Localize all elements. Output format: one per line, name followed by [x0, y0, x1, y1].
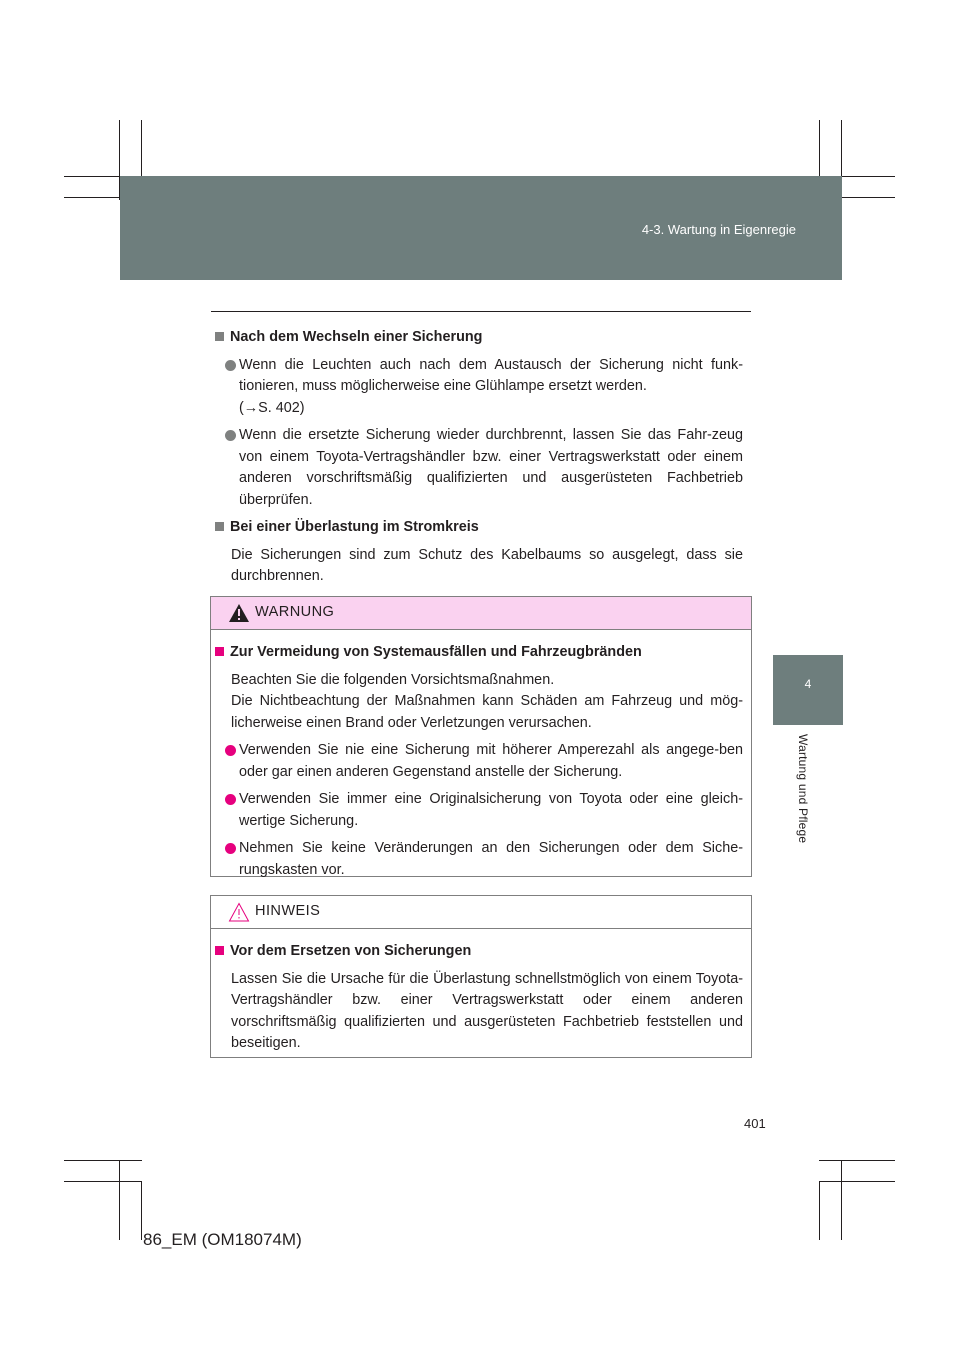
notice-body: [211, 929, 751, 1055]
chapter-tab: [773, 655, 843, 725]
list-item: Nehmen Sie keine Veränderungen an den Sicherungen oder dem Siche-rungskasten vor.: [215, 838, 743, 881]
page-number: 401: [744, 1116, 766, 1131]
divider: [211, 311, 751, 312]
section-heading: Nach dem Wechseln einer Sicherung: [215, 327, 743, 349]
chapter-number: 4: [804, 677, 812, 691]
warning-box: [210, 596, 752, 877]
crop-mark: [141, 1181, 142, 1240]
document-code: 86_EM (OM18074M): [143, 1230, 302, 1249]
page-reference[interactable]: (→S. 402): [239, 399, 305, 416]
square-bullet-icon: [215, 332, 224, 341]
square-bullet-icon: [215, 522, 224, 531]
warning-title: WARNUNG: [255, 604, 335, 620]
crop-mark: [119, 1160, 120, 1240]
crop-mark: [819, 1181, 895, 1182]
list-item: Wenn die Leuchten auch nach dem Austausch der Sicherung nicht funk-tionieren, muss möglicherweise eine Glühlampe ersetzt werden. (→S. 402): [215, 355, 743, 420]
list-item: Verwenden Sie nie eine Sicherung mit höherer Amperezahl als angege-ben oder gar einen anderen Gegenstand anstelle der Sicherung.: [215, 740, 743, 783]
chapter-label: Wartung und Pflege: [796, 734, 810, 844]
circle-bullet-icon: [225, 794, 236, 805]
circle-bullet-icon: [225, 745, 236, 756]
warning-header: [211, 597, 751, 630]
paragraph: Lassen Sie die Ursache für die Überlastung schnellstmöglich von einem Toyota-Vertragshändler bzw. einer Vertragswerkstatt oder einem anderen vorschriftsmäßig qualifizierten und ausgerüsteten Fachbetrieb feststellen und beseitigen.: [231, 970, 743, 1051]
crop-mark: [64, 1160, 142, 1161]
crop-mark: [841, 1160, 842, 1240]
paragraph: Beachten Sie die folgenden Vorsichtsmaßnahmen. Die Nichtbeachtung der Maßnahmen kann Schäden am Fahrzeug und mög-licherweise einen Brand oder Verletzungen verursachen.: [231, 671, 743, 731]
circle-bullet-icon: [225, 843, 236, 854]
warning-body: [211, 630, 751, 881]
warning-heading: Zur Vermeidung von Systemausfällen und Fahrzeugbränden: [215, 642, 743, 664]
notice-heading: Vor dem Ersetzen von Sicherungen: [215, 941, 743, 963]
list-item: Wenn die ersetzte Sicherung wieder durchbrennt, lassen Sie das Fahr-zeug von einem Toyota-Vertragshändler bzw. einer Vertragswerkstatt oder einem anderen vorschriftsmäßig qualifizierten und ausgerüsteten Fachbetrieb überprüfen.: [215, 425, 743, 511]
crop-mark: [819, 1181, 820, 1240]
notice-title: HINWEIS: [255, 903, 321, 919]
main-content: [215, 327, 743, 594]
notice-header: [211, 896, 751, 929]
circle-bullet-icon: [225, 430, 236, 441]
section-title: 4-3. Wartung in Eigenregie: [641, 222, 796, 237]
square-bullet-icon: [215, 647, 224, 656]
section-heading: Bei einer Überlastung im Stromkreis: [215, 517, 743, 539]
warning-triangle-outline-icon: [228, 902, 250, 922]
crop-mark: [64, 1181, 142, 1182]
square-bullet-icon: [215, 946, 224, 955]
crop-mark: [819, 1160, 895, 1161]
list-item: Verwenden Sie immer eine Originalsicherung von Toyota oder eine gleich-wertige Sicherung.: [215, 789, 743, 832]
header-band: [120, 176, 842, 280]
notice-box: [210, 895, 752, 1058]
circle-bullet-icon: [225, 360, 236, 371]
paragraph: Die Sicherungen sind zum Schutz des Kabelbaums so ausgelegt, dass sie durchbrennen.: [231, 546, 743, 584]
warning-triangle-filled-icon: [228, 603, 250, 623]
